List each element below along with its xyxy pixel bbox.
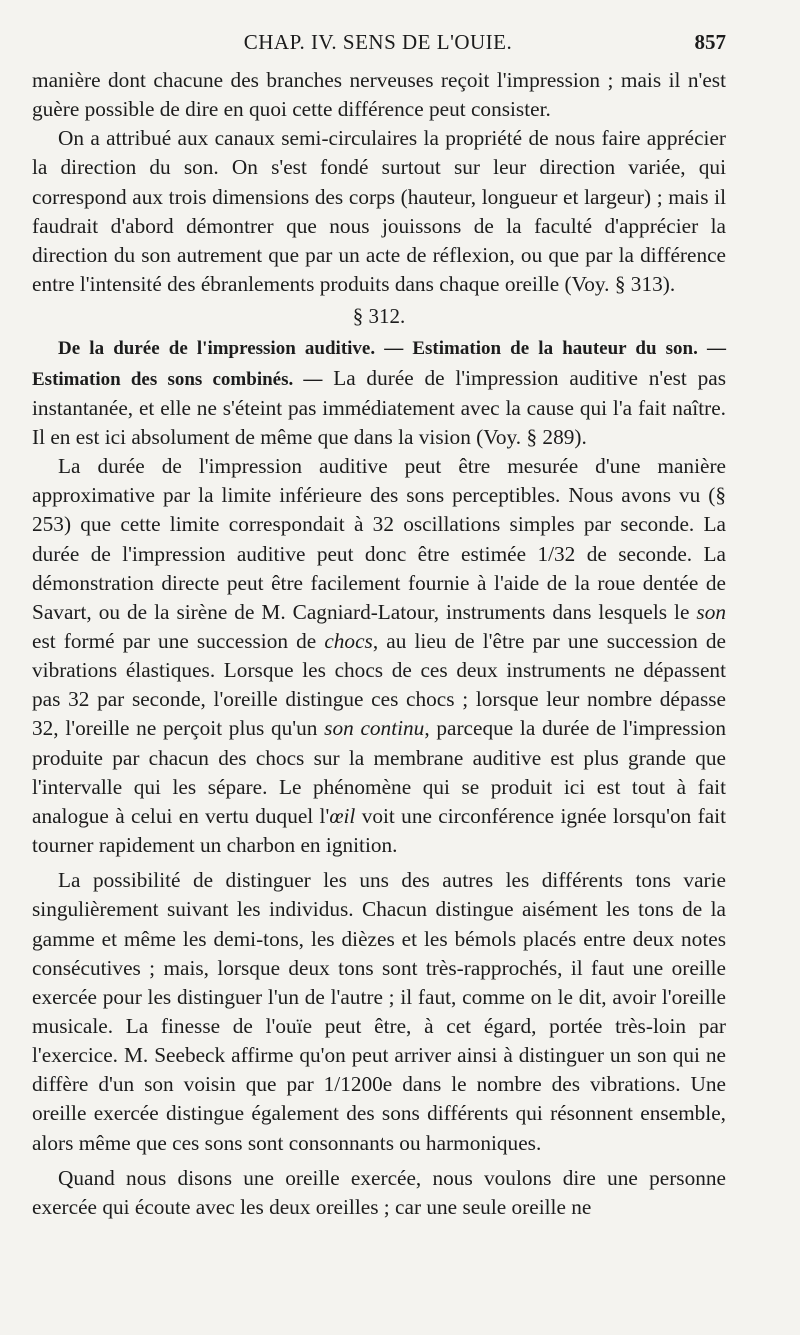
page-number: 857 bbox=[694, 30, 726, 54]
section-intro-text: La durée de l'impression auditive n'est pas instantanée, et elle ne s'éteint pas immédiatement avec la cause qui l'a fait naître. Il en est ici absolument de même que dans la vision (Voy. § 289). bbox=[32, 365, 726, 449]
paragraph-tones: La possibilité de distinguer les uns des autres les différents tons varie singulièrement suivant les individus. Chacun distingue aisément les tons de la gamme et même les demi-tons, les dièzes et les bémols placés entre deux notes consécutives ; mais, lorsque deux tons sont très-rapprochés, il faut une oreille exercée pour les distinguer l'un de l'autre ; il faut, comme on le dit, avoir l'oreille musicale. La finesse de l'ouïe peut être, à cet égard, portée très-loin par l'exercice. M. Seebeck affirme qu'on peut arriver ainsi à distinguer un son qui ne diffère d'un son voisin que par 1/1200e dans le nombre des vibrations. Une oreille exercée distingue également des sons différents qui résonnent ensemble, alors même que ces sons sont consonnants ou harmoniques. bbox=[32, 868, 726, 1155]
section-title: De la durée de l'impression auditive. — Estimation de la hauteur du son. — Estimation des sons combinés. — bbox=[32, 338, 726, 390]
page-body bbox=[32, 66, 726, 1222]
page-header bbox=[30, 30, 726, 64]
paragraph-trained-ear: Quand nous disons une oreille exercée, nous voulons dire une personne exercée qui écoute avec les deux oreilles ; car une seule oreille ne bbox=[32, 1165, 726, 1219]
text-run: La durée de l'impression auditive peut être mesurée d'une manière approximative par la limite inférieure des sons perceptibles. Nous avons vu (§ 253) que cette limite correspondait à 32 oscillations simples par seconde. La durée de l'impression auditive peut donc être estimée 1/32 de seconde. La démonstration directe peut être facilement fournie à l'aide de la roue dentée de Savart, ou de la sirène de M. Cagniard-Latour, instruments dans lesquels le bbox=[32, 454, 726, 624]
italic-term: son continu bbox=[324, 716, 425, 741]
italic-term: son bbox=[696, 599, 726, 624]
section-number: § 312. bbox=[352, 304, 406, 329]
running-title: CHAP. IV. SENS DE L'OUIE. bbox=[243, 30, 513, 54]
text-run: , au lieu de l'être par une succession de vibrations élastiques. Lorsque les chocs de ces deux instruments ne dépassent pas 32 par seconde, l'oreille distingue ces chocs ; lorsque leur nombre dépasse 32, l'oreille ne perçoit plus qu'un bbox=[32, 628, 726, 741]
paragraph-duration bbox=[32, 452, 726, 860]
italic-term: œil bbox=[329, 803, 356, 828]
text-run: voit une circonférence ignée lorsqu'on fait tourner rapidement un charbon en ignition. bbox=[32, 803, 726, 858]
text-run: , parceque la durée de l'impression produite par chacun des chocs sur la membrane auditive est plus grande que l'intervalle qui les sépare. Le phénomène qui se produit ici est tout à fait analogue à celui en vertu duquel l' bbox=[32, 716, 726, 828]
paragraph-continuation: manière dont chacune des branches nerveuses reçoit l'impression ; mais il n'est guère possible de dire en quoi cette différence peut consister. bbox=[32, 68, 726, 122]
paragraph-section-intro bbox=[32, 333, 726, 452]
paragraph-semicircular-canals: On a attribué aux canaux semi-circulaires la propriété de nous faire apprécier la direction du son. On s'est fondé surtout sur leur direction variée, qui correspond aux trois dimensions des corps (hauteur, longueur et largeur) ; mais il faudrait d'abord démontrer que nous jouissons de la faculté d'apprécier la direction du son autrement que par un acte de réflexion, ou que par la différence entre l'intensité des ébranlements produits dans chaque oreille (Voy. § 313). bbox=[32, 126, 726, 297]
italic-term: chocs bbox=[324, 628, 373, 653]
text-run: est formé par une succession de bbox=[32, 628, 325, 653]
